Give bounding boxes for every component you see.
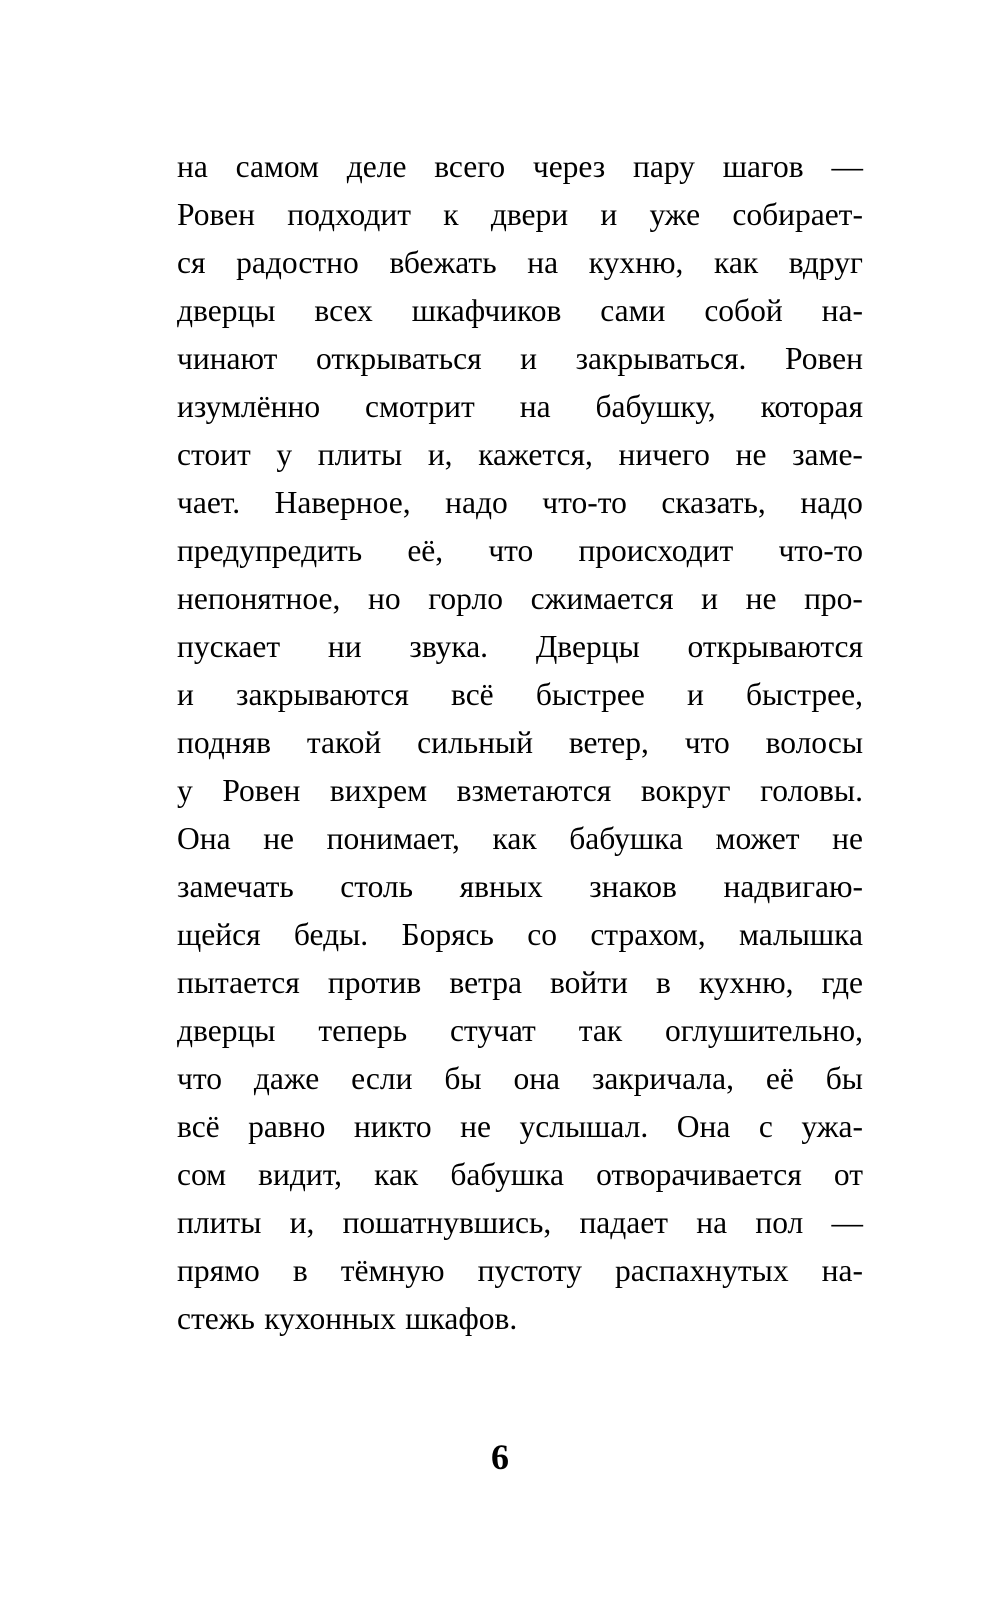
text-word: и <box>520 341 538 376</box>
text-word: теперь <box>318 1013 408 1048</box>
text-word: она <box>513 1061 561 1096</box>
text-word: даже <box>253 1061 320 1096</box>
text-line <box>177 527 863 575</box>
text-word: изумлённо <box>177 389 321 424</box>
text-word: Ровен <box>177 197 256 232</box>
text-word: всего <box>434 149 506 184</box>
text-word: падает <box>579 1205 669 1240</box>
text-line <box>177 1103 863 1151</box>
text-word: не <box>735 437 767 472</box>
text-word: но <box>368 581 401 616</box>
text-word: со <box>527 917 557 952</box>
text-word: явных <box>459 869 543 904</box>
text-word: Дверцы <box>535 629 640 664</box>
text-word: на <box>527 245 559 280</box>
text-word: вдруг <box>788 245 863 280</box>
text-word: войти <box>550 965 628 1000</box>
text-word: на <box>177 149 208 184</box>
text-word: быстрее <box>535 677 645 712</box>
text-word: видит, <box>258 1157 343 1192</box>
text-word: её <box>765 1061 794 1096</box>
text-word: знаков <box>589 869 677 904</box>
text-word: на <box>519 389 551 424</box>
text-word: Ровен <box>222 773 301 808</box>
text-line <box>177 383 863 431</box>
text-word: не <box>832 821 863 856</box>
text-word: на- <box>821 293 863 328</box>
text-word: радостно <box>236 245 359 280</box>
text-word: шкафов. <box>405 1301 518 1336</box>
text-word: оглушительно, <box>665 1013 863 1048</box>
text-word: бы <box>444 1061 482 1096</box>
text-word: стежь <box>177 1301 255 1336</box>
text-word: чает. <box>177 485 241 520</box>
text-word: пару <box>633 149 695 184</box>
text-line <box>177 1151 863 1199</box>
text-word: ни <box>327 629 362 664</box>
text-word: к <box>443 197 459 232</box>
text-word: никто <box>353 1109 432 1144</box>
text-word: тёмную <box>340 1253 445 1288</box>
text-word: её, <box>407 533 444 568</box>
text-word: кажется, <box>478 437 593 472</box>
text-word: так <box>578 1013 623 1048</box>
text-word: сжимается <box>530 581 674 616</box>
text-line <box>177 815 863 863</box>
text-word: Борясь <box>401 917 494 952</box>
text-word: всё <box>177 1109 220 1144</box>
text-line <box>177 1007 863 1055</box>
text-line <box>177 479 863 527</box>
text-word: как <box>492 821 537 856</box>
text-word: на <box>696 1205 728 1240</box>
text-word: — <box>831 1205 863 1240</box>
text-word: надо <box>445 485 508 520</box>
text-word: шкафчиков <box>411 293 562 328</box>
text-line <box>177 239 863 287</box>
text-word: что <box>177 1061 222 1096</box>
page-number: 6 <box>491 1437 509 1477</box>
text-word: с <box>758 1109 773 1144</box>
text-word: стучат <box>449 1013 536 1048</box>
text-word: что-то <box>542 485 627 520</box>
text-word: Она <box>676 1109 731 1144</box>
text-word: всё <box>451 677 494 712</box>
text-word: отворачивается <box>596 1157 802 1192</box>
text-word: не <box>745 581 777 616</box>
text-word: чинают <box>177 341 278 376</box>
text-word: равно <box>248 1109 326 1144</box>
text-word: плиты <box>317 437 403 472</box>
text-word: закрываться. <box>575 341 747 376</box>
text-line <box>177 1199 863 1247</box>
text-line <box>177 1055 863 1103</box>
text-word: бабушка <box>450 1157 564 1192</box>
text-word: пускает <box>177 629 281 664</box>
text-word: дверцы <box>177 293 276 328</box>
text-word: подходит <box>287 197 412 232</box>
text-word: бабушка <box>569 821 683 856</box>
text-word: происходит <box>578 533 734 568</box>
text-word: что <box>488 533 534 568</box>
text-word: через <box>532 149 606 184</box>
text-word: непонятное, <box>177 581 341 616</box>
text-word: собирает- <box>732 197 863 232</box>
text-word: открываются <box>687 629 863 664</box>
text-word: щейся <box>177 917 261 952</box>
text-word: как <box>714 245 759 280</box>
body-text-block <box>177 143 863 1343</box>
text-word: которая <box>760 389 863 424</box>
text-word: и <box>701 581 718 616</box>
text-word: не <box>460 1109 491 1144</box>
text-word: бы <box>825 1061 863 1096</box>
text-word: в <box>655 965 671 1000</box>
text-word: кухню, <box>588 245 684 280</box>
text-word: сами <box>600 293 666 328</box>
text-line <box>177 671 863 719</box>
text-word: дверцы <box>177 1013 276 1048</box>
text-word: уже <box>649 197 701 232</box>
text-word: пошатнувшись, <box>342 1205 552 1240</box>
text-word: прямо <box>177 1253 260 1288</box>
text-word: замечать <box>177 869 294 904</box>
text-word: не <box>263 821 295 856</box>
text-word: ничего <box>618 437 710 472</box>
text-word: ся <box>177 245 206 280</box>
text-word: страхом, <box>590 917 706 952</box>
text-word: где <box>821 965 863 1000</box>
text-line <box>177 863 863 911</box>
text-word: услышал. <box>519 1109 649 1144</box>
text-word: в <box>292 1253 308 1288</box>
text-line <box>177 767 863 815</box>
text-word: предупредить <box>177 533 363 568</box>
text-word: и, <box>289 1205 315 1240</box>
text-word: быстрее, <box>746 677 863 712</box>
text-word: малышка <box>739 917 863 952</box>
text-word: всех <box>314 293 373 328</box>
text-word: против <box>327 965 422 1000</box>
text-word: беды. <box>293 917 369 952</box>
text-word: пытается <box>177 965 300 1000</box>
text-word: горло <box>428 581 503 616</box>
text-line <box>177 191 863 239</box>
text-word: бабушку, <box>595 389 716 424</box>
text-line <box>177 143 863 191</box>
text-word: звука. <box>409 629 489 664</box>
text-word: вокруг <box>640 773 731 808</box>
text-word: взметаются <box>456 773 612 808</box>
text-word: про- <box>804 581 863 616</box>
text-line <box>177 287 863 335</box>
text-word: сом <box>177 1157 227 1192</box>
text-line <box>177 1295 863 1343</box>
text-line <box>177 575 863 623</box>
text-word: у <box>177 773 193 808</box>
text-word: что-то <box>778 533 863 568</box>
text-word: двери <box>490 197 569 232</box>
text-line <box>177 335 863 383</box>
text-word: закрываются <box>236 677 409 712</box>
text-word: Ровен <box>784 341 863 376</box>
text-word: плиты <box>177 1205 262 1240</box>
text-word: что <box>684 725 730 760</box>
text-line <box>177 431 863 479</box>
text-line <box>177 719 863 767</box>
text-word: сильный <box>417 725 533 760</box>
text-word: такой <box>306 725 382 760</box>
text-word: надо <box>800 485 863 520</box>
text-word: подняв <box>177 725 271 760</box>
text-word: на- <box>821 1253 863 1288</box>
text-word: закричала, <box>591 1061 734 1096</box>
text-word: столь <box>340 869 414 904</box>
text-word: сказать, <box>661 485 766 520</box>
text-word: может <box>715 821 800 856</box>
text-word: и <box>600 197 618 232</box>
text-word: стоит <box>177 437 251 472</box>
text-line <box>177 959 863 1007</box>
text-word: пустоту <box>477 1253 582 1288</box>
text-word: и <box>687 677 704 712</box>
text-word: заме- <box>792 437 863 472</box>
text-word: ветра <box>449 965 522 1000</box>
text-word: — <box>831 149 863 184</box>
text-word: деле <box>346 149 407 184</box>
text-word: у <box>276 437 293 472</box>
text-word: вихрем <box>329 773 428 808</box>
text-word: пол <box>755 1205 804 1240</box>
text-word: Она <box>177 821 231 856</box>
text-word: и <box>177 677 194 712</box>
text-word: открываться <box>316 341 482 376</box>
text-line <box>177 1247 863 1295</box>
text-word: если <box>351 1061 413 1096</box>
text-word: и, <box>427 437 453 472</box>
text-word: как <box>374 1157 419 1192</box>
text-word: понимает, <box>326 821 460 856</box>
text-word: от <box>833 1157 863 1192</box>
text-word: ужа- <box>801 1109 863 1144</box>
text-word: ветер, <box>568 725 649 760</box>
text-word: распахнутых <box>614 1253 789 1288</box>
text-word: вбежать <box>389 245 497 280</box>
text-word: волосы <box>765 725 863 760</box>
text-word: кухонных <box>264 1301 396 1336</box>
text-line <box>177 623 863 671</box>
text-word: надвигаю- <box>723 869 863 904</box>
text-word: кухню, <box>698 965 794 1000</box>
text-line <box>177 911 863 959</box>
text-word: шагов <box>722 149 804 184</box>
text-word: Наверное, <box>274 485 411 520</box>
paragraph-lines <box>177 143 863 1343</box>
text-word: собой <box>704 293 783 328</box>
text-word: головы. <box>760 773 863 808</box>
text-word: самом <box>235 149 319 184</box>
text-word: смотрит <box>365 389 475 424</box>
